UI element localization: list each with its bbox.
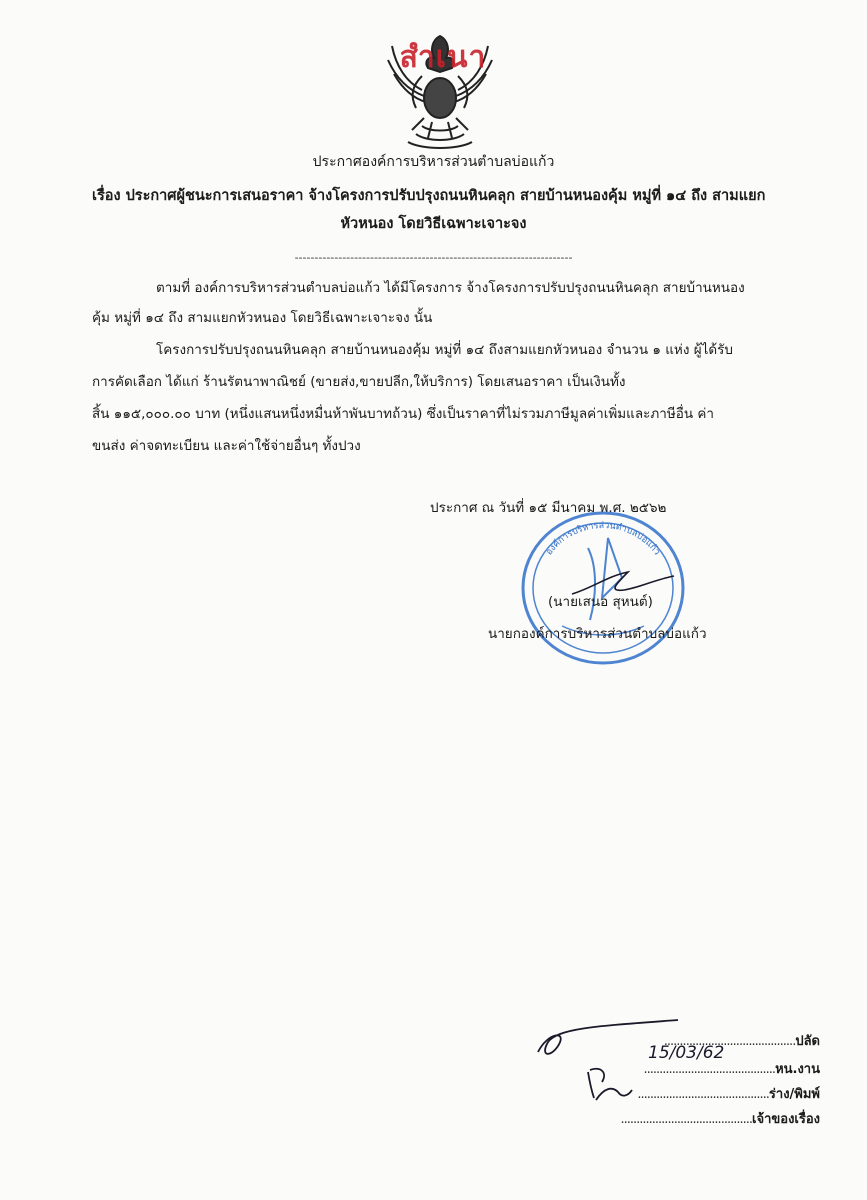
routing-label-3: ร่าง/พิมพ์: [768, 1087, 820, 1102]
routing-row-2: ..........................................หน.งาน: [643, 1062, 820, 1077]
subject-line-2: หัวหนอง โดยวิธีเฉพาะเจาะจง: [340, 216, 527, 232]
para2-line3: สิ้น ๑๑๕,๐๐๐.๐๐ บาท (หนึ่งแสนหนึ่งหมื่นห้าพันบาทถ้วน) ซึ่งเป็นราคาที่ไม่รวมภาษีมูลค่าเพิ่มและภาษีอื่น ค่า: [92, 406, 714, 422]
subject-line-1: เรื่อง ประกาศผู้ชนะการเสนอราคา จ้างโครงการปรับปรุงถนนหินคลุก สายบ้านหนองคุ้ม หมู่ที่ ๑๔ ถึง สามแยก: [92, 188, 766, 204]
handwritten-date: 15/03/62: [648, 1043, 725, 1063]
signatory-name: (นายเสนอ สุหนต์): [548, 594, 653, 610]
signatory-position: นายกองค์การบริหารส่วนตำบลบ่อแก้ว: [488, 626, 707, 642]
divider-line: ----------------------------------------------------------------------: [294, 251, 573, 264]
routing-label-1: ปลัด: [795, 1034, 820, 1049]
seal-text: องค์การบริหารส่วนตำบลบ่อแก้ว: [544, 520, 662, 558]
para1-line2: คุ้ม หมู่ที่ ๑๔ ถึง สามแยกหัวหนอง โดยวิธีเฉพาะเจาะจง นั้น: [92, 310, 433, 326]
para2-line1: โครงการปรับปรุงถนนหินคลุก สายบ้านหนองคุ้ม หมู่ที่ ๑๔ ถึงสามแยกหัวหนอง จำนวน ๑ แห่ง ผู้ได้รับ: [156, 342, 733, 358]
svg-text:องค์การบริหารส่วนตำบลบ่อแก้ว: [544, 521, 661, 557]
routing-label-4: เจ้าของเรื่อง: [752, 1112, 820, 1127]
routing-row-3: ..........................................ร่าง/พิมพ์: [637, 1087, 820, 1102]
para1-line1: ตามที่ องค์การบริหารส่วนตำบลบ่อแก้ว ได้มีโครงการ จ้างโครงการปรับปรุงถนนหินคลุก สายบ้านหนอง: [156, 280, 745, 296]
copy-stamp: สำเนา: [399, 40, 487, 75]
announcement-title: ประกาศองค์การบริหารส่วนตำบลบ่อแก้ว: [312, 154, 555, 170]
routing-row-4: ..........................................เจ้าของเรื่อง: [620, 1112, 820, 1127]
para2-line2: การคัดเลือก ได้แก่ ร้านรัตนาพาณิชย์ (ขายส่ง,ขายปลีก,ให้บริการ) โดยเสนอราคา เป็นเงินทั้ง: [92, 374, 626, 390]
announcement-date: ประกาศ ณ วันที่ ๑๕ มีนาคม พ.ศ. ๒๕๖๒: [430, 500, 667, 516]
routing-row-1: ..........................................ปลัด: [663, 1034, 820, 1049]
para2-line4: ขนส่ง ค่าจดทะเบียน และค่าใช้จ่ายอื่นๆ ทั้งปวง: [92, 438, 361, 454]
routing-label-2: หน.งาน: [775, 1062, 820, 1077]
